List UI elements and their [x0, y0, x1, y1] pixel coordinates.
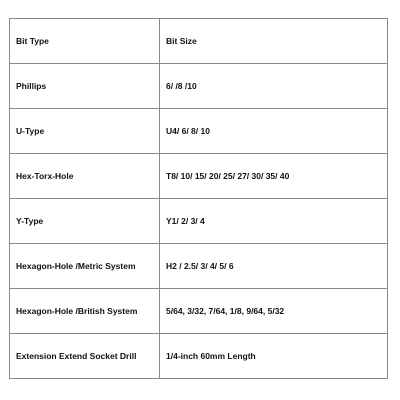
bit-type-cell: Hexagon-Hole /British System	[10, 289, 160, 334]
bit-size-cell: H2 / 2.5/ 3/ 4/ 5/ 6	[160, 244, 388, 289]
table-row	[10, 244, 388, 289]
bit-type-cell: U-Type	[10, 109, 160, 154]
bit-type-cell: Extension Extend Socket Drill	[10, 334, 160, 379]
header-bit-size: Bit Size	[160, 19, 388, 64]
table-row	[10, 64, 388, 109]
bit-type-cell: Hexagon-Hole /Metric System	[10, 244, 160, 289]
table-row	[10, 154, 388, 199]
table-row	[10, 109, 388, 154]
bit-size-cell: T8/ 10/ 15/ 20/ 25/ 27/ 30/ 35/ 40	[160, 154, 388, 199]
bit-size-cell: Y1/ 2/ 3/ 4	[160, 199, 388, 244]
bit-size-cell: 1/4-inch 60mm Length	[160, 334, 388, 379]
table-row	[10, 199, 388, 244]
table-header-row	[10, 19, 388, 64]
table-row	[10, 289, 388, 334]
bit-spec-table	[9, 18, 388, 379]
bit-type-cell: Hex-Torx-Hole	[10, 154, 160, 199]
header-bit-type: Bit Type	[10, 19, 160, 64]
bit-size-cell: U4/ 6/ 8/ 10	[160, 109, 388, 154]
table-row	[10, 334, 388, 379]
bit-type-cell: Phillips	[10, 64, 160, 109]
bit-type-cell: Y-Type	[10, 199, 160, 244]
bit-size-cell: 5/64, 3/32, 7/64, 1/8, 9/64, 5/32	[160, 289, 388, 334]
bit-size-cell: 6/ /8 /10	[160, 64, 388, 109]
